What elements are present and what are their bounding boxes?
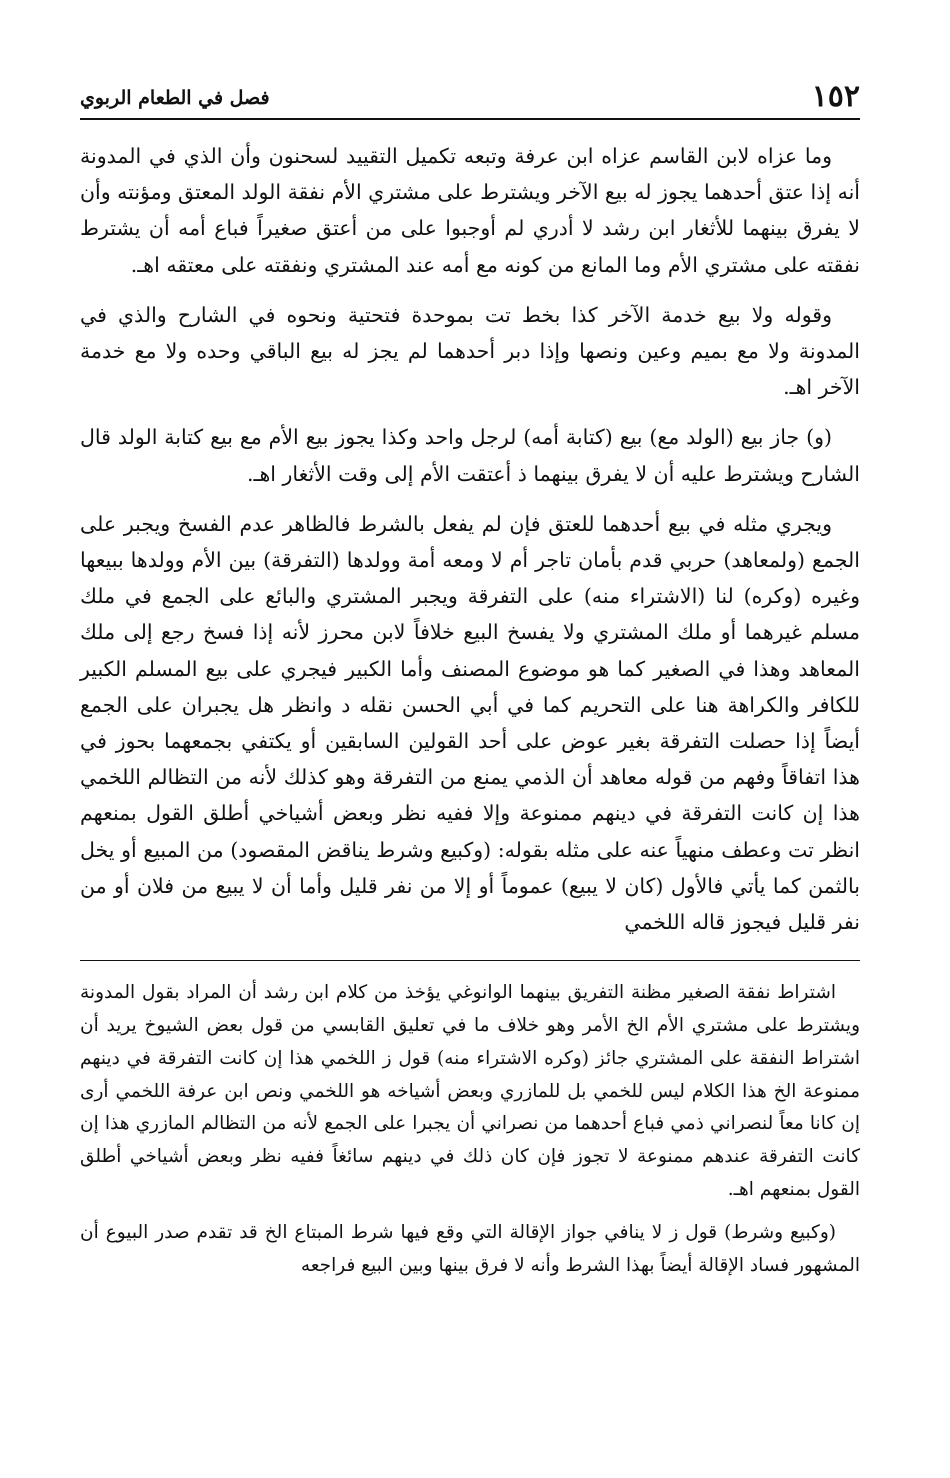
footnote-paragraph: اشتراط نفقة الصغير مظنة التفريق بينهما الوانوغي يؤخذ من كلام ابن رشد أن المراد بقول المدونة ويشترط على مشتري الأم الخ الأمر وهو خلاف ما في تعليق القابسي من قول بعض الشيوخ يريد أن اشتراط النفقة على المشتري جائز (وكره الاشتراء منه) قول ز اللخمي هذا إن كانت التفرقة في دينهم ممنوعة الخ هذا الكلام ليس للخمي بل للمازري وبعض أشياخه هو اللخمي ونص ابن عرفة اللخمي أرى إن كانا معاً لنصراني ذمي فباع أحدهما من نصراني أن يجبرا على الجمع لأنه من التظالم المازري هذا إن كانت التفرقة عندهم ممنوعة لا تجوز فإن كان ذلك في دينهم سائغاً ففيه نظر وبعض أشياخي أطلق القول بمنعهم اهـ. xyxy=(80,982,860,1201)
main-paragraph: وما عزاه لابن القاسم عزاه ابن عرفة وتبعه تكميل التقييد لسحنون وأن الذي في المدونة أنه إذا عتق أحدهما يجوز له بيع الآخر ويشترط على مشتري الأم نفقة الولد المعتق ومؤنته وأن لا يفرق بينهما للأثغار ابن رشد لا أدري لم أوجبوا على من أعتق صغيراً فباع أمه أن يشترط نفقته على مشتري الأم وما المانع من كونه مع أمه عند المشتري ونفقته على معتقه اهـ. xyxy=(80,144,860,277)
page-number: ١٥٢ xyxy=(811,79,860,114)
footnote-separator xyxy=(80,960,860,961)
main-text xyxy=(80,138,860,940)
book-page xyxy=(80,80,860,1410)
footnotes xyxy=(80,977,860,1282)
main-paragraph: ويجري مثله في بيع أحدهما للعتق فإن لم يفعل بالشرط فالظاهر عدم الفسخ ويجبر على الجمع (ولمعاهد) حربي قدم بأمان تاجر أم لا ومعه أمة وولدها (التفرقة) بين الأم وولدها ببيعها وغيره (وكره) لنا (الاشتراء منه) على التفرقة ويجبر المشتري والبائع على الجمع في ملك مسلم غيرهما أو ملك المشتري ولا يفسخ البيع خلافاً لابن محرز لأنه إذا فسخ رجع إلى ملك المعاهد وهذا في الصغير كما هو موضوع المصنف وأما الكبير فيجري على بيع المسلم الكبير للكافر والكراهة هنا على التحريم كما في أبي الحسن نقله د وانظر هل يجبران على الجمع أيضاً إذا حصلت التفرقة بغير عوض على أحد القولين السابقين أو يكتفي بجمعهما بحوز في هذا اتفاقاً وفهم من قوله معاهد أن الذمي يمنع من التفرقة وهو كذلك لأنه من التظالم اللخمي هذا إن كانت التفرقة في دينهم ممنوعة وإلا ففيه نظر وبعض أشياخي أطلق القول بمنعهم انظر تت وعطف منهياً عنه على مثله بقوله: (وكبيع وشرط يناقض المقصود) من المبيع أو يخل بالثمن كما يأتي فالأول (كان لا يبيع) عموماً أو إلا من نفر قليل وأما أن لا يبيع من فلان أو من نفر قليل فيجوز قاله اللخمي xyxy=(80,511,860,935)
footnote-paragraph: (وكبيع وشرط) قول ز لا ينافي جواز الإقالة التي وقع فيها شرط المبتاع الخ قد تقدم صدر البيوع أن المشهور فساد الإقالة أيضاً بهذا الشرط وأنه لا فرق بينها وبين البيع فراجعه xyxy=(80,1221,860,1276)
main-paragraph: وقوله ولا بيع خدمة الآخر كذا بخط تت بموحدة فتحتية ونحوه في الشارح والذي في المدونة ولا مع بميم وعين ونصها وإذا دبر أحدهما لم يجز له بيع الباقي وحده ولا مع خدمة الآخر اهـ. xyxy=(80,302,860,400)
page-header xyxy=(80,80,860,120)
running-title: فصل في الطعام الربوي xyxy=(80,87,270,109)
main-paragraph: (و) جاز بيع (الولد مع) بيع (كتابة أمه) لرجل واحد وكذا يجوز بيع الأم مع بيع كتابة الولد قال الشارح ويشترط عليه أن لا يفرق بينهما ذ أعتقت الأم إلى وقت الأثغار اهـ. xyxy=(80,425,860,486)
